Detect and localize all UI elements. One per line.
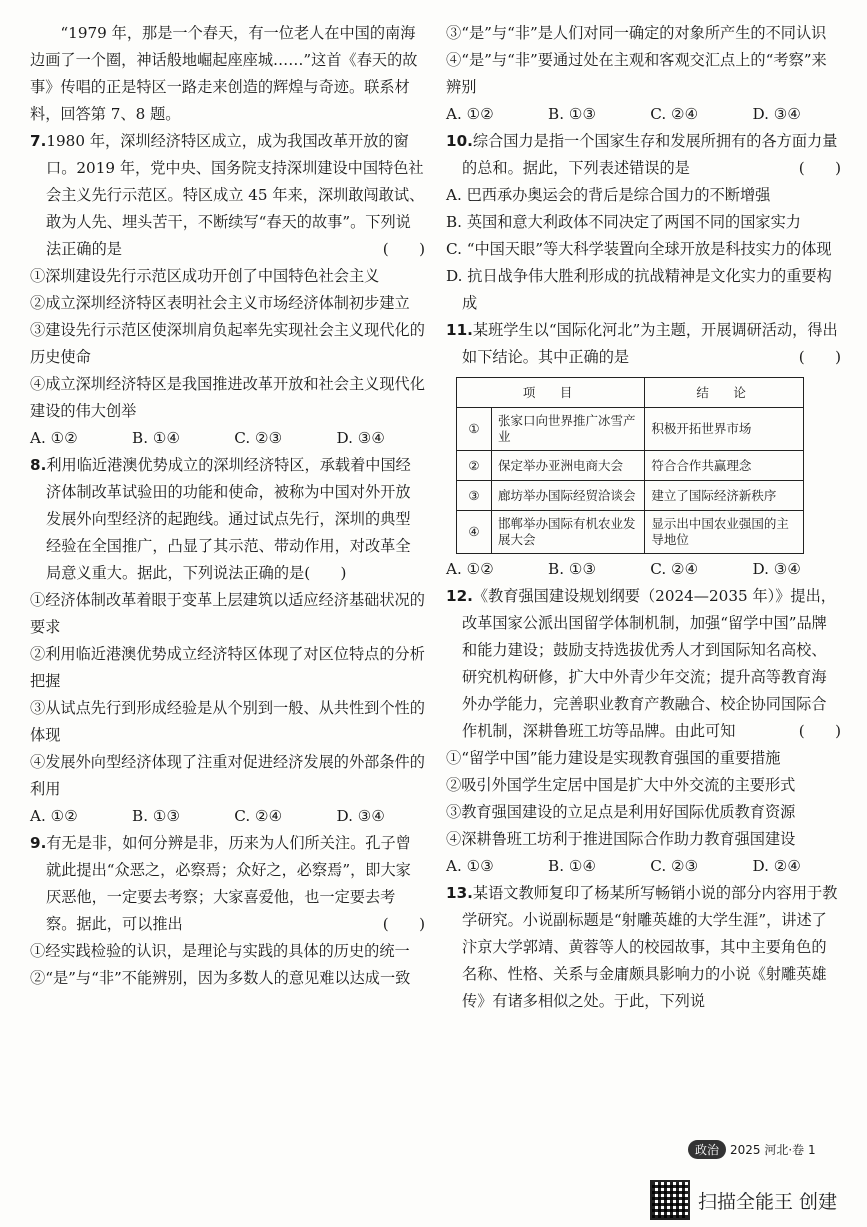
option-d: D. ③④ bbox=[336, 429, 385, 447]
table-row bbox=[457, 451, 804, 481]
option-a: A. 巴西承办奥运会的背后是综合国力的不断增强 bbox=[446, 186, 771, 204]
right-column bbox=[446, 20, 841, 1015]
question-stem: 《教育强国建设规划纲要（2024—2035 年）》提出，改革国家公派出国留学体制机制，加强“留学中国”品牌和能力建设；鼓励支持选拔优秀人才到国际知名高校、研究机构研修，扩大中外青少年交流；提升高等教育海外办学能力，完善职业教育产教融合、校企协同国际合作机制，深耕鲁班工坊等品牌。由此可知 bbox=[462, 587, 836, 740]
option-a: A. ①② bbox=[30, 429, 78, 447]
answer-options bbox=[446, 556, 841, 583]
question-number: 11. bbox=[446, 321, 473, 339]
question-stem: 有无是非，如何分辨是非，历来为人们所关注。孔子曾就此提出“众恶之，必察焉；众好之，必察焉”，即大家厌恶他，一定要去考察；大家喜爱他，也一定要去考察。据此，可以推出 bbox=[46, 834, 411, 933]
table-cell: ④ bbox=[457, 511, 492, 554]
statement: ③建设先行示范区使深圳肩负起率先实现社会主义现代化的历史使命 bbox=[30, 321, 425, 366]
table-cell: ① bbox=[457, 408, 492, 451]
option-d: D. ③④ bbox=[752, 105, 801, 123]
table-cell: 邯郸举办国际有机农业发展大会 bbox=[492, 511, 645, 554]
option-a: A. ①② bbox=[446, 105, 494, 123]
option-d: D. 抗日战争伟大胜利形成的抗战精神是文化实力的重要构成 bbox=[446, 267, 832, 312]
table-cell: 建立了国际经济新秩序 bbox=[645, 481, 804, 511]
question-number: 9. bbox=[30, 834, 47, 852]
statement: ②“是”与“非”不能辨别，因为多数人的意见难以达成一致 bbox=[30, 969, 411, 987]
answer-options bbox=[446, 101, 841, 128]
answer-bracket: ( ) bbox=[798, 348, 841, 366]
answer-bracket: ( ) bbox=[304, 564, 347, 582]
option-c: C. ②④ bbox=[650, 105, 699, 123]
statement: ②成立深圳经济特区表明社会主义市场经济体制初步建立 bbox=[30, 294, 410, 312]
option-b: B. ①③ bbox=[548, 105, 597, 123]
table-cell: 保定举办亚洲电商大会 bbox=[492, 451, 645, 481]
question-number: 12. bbox=[446, 587, 473, 605]
question-number: 8. bbox=[30, 456, 47, 474]
scanner-text: 扫描全能王 创建 bbox=[698, 1190, 838, 1213]
table-cell: 张家口向世界推广冰雪产业 bbox=[492, 408, 645, 451]
question-7 bbox=[30, 128, 425, 452]
question-12 bbox=[446, 583, 841, 880]
table-cell: 廊坊举办国际经贸洽谈会 bbox=[492, 481, 645, 511]
table-row bbox=[457, 481, 804, 511]
question-stem: 利用临近港澳优势成立的深圳经济特区，承载着中国经济体制改革试验田的功能和使命，被称为中国对外开放发展外向型经济的起跑线。通过试点先行，深圳的典型经验在全国推广，凸显了其示范、带动作用，对改革全局意义重大。据此，下列说法正确的是 bbox=[46, 456, 411, 582]
answer-bracket: ( ) bbox=[382, 915, 425, 933]
question-stem: 某语文教师复印了杨某所写畅销小说的部分内容用于教学研究。小说副标题是“射雕英雄的大学生涯”，讲述了汴京大学郭靖、黄蓉等人的校园故事，其中主要角色的名称、性格、关系与金庸颇具影响力的小说《射雕英雄传》有诸多相似之处。于此，下列说 bbox=[462, 884, 838, 1010]
table-cell: 积极开拓世界市场 bbox=[645, 408, 804, 451]
option-c: C. ②④ bbox=[650, 560, 699, 578]
table-cell: ② bbox=[457, 451, 492, 481]
statement: ④“是”与“非”要通过处在主观和客观交汇点上的“考察”来辨别 bbox=[446, 51, 827, 96]
statement: ③从试点先行到形成经验是从个别到一般、从共性到个性的体现 bbox=[30, 699, 425, 744]
question-stem: 某班学生以“国际化河北”为主题，开展调研活动，得出如下结论。其中正确的是 bbox=[462, 321, 838, 366]
option-d: D. ②④ bbox=[752, 857, 801, 875]
statement: ②吸引外国学生定居中国是扩大中外交流的主要形式 bbox=[446, 776, 796, 794]
table-row bbox=[457, 511, 804, 554]
statement: ④深耕鲁班工坊利于推进国际合作助力教育强国建设 bbox=[446, 830, 796, 848]
exam-label: 2025 河北·卷 1 bbox=[730, 1143, 816, 1157]
table-cell: 显示出中国农业强国的主导地位 bbox=[645, 511, 804, 554]
statement: ①深圳建设先行示范区成功开创了中国特色社会主义 bbox=[30, 267, 380, 285]
subject-badge: 政治 bbox=[688, 1140, 726, 1159]
statement: ①经济体制改革着眼于变革上层建筑以适应经济基础状况的要求 bbox=[30, 591, 425, 636]
option-a: A. ①③ bbox=[446, 857, 494, 875]
statement: ②利用临近港澳优势成立经济特区体现了对区位特点的分析把握 bbox=[30, 645, 425, 690]
page-footer bbox=[688, 1140, 816, 1159]
answer-options bbox=[446, 853, 841, 880]
question-stem: 1980 年，深圳经济特区成立，成为我国改革开放的窗口。2019 年，党中央、国务院支持深圳建设中国特色社会主义先行示范区。特区成立 45 年来，深圳敢闯敢试、敢为人先、埋头苦干，不断续写“春天的故事”。下列说法正确的是 bbox=[46, 132, 425, 258]
question-number: 7. bbox=[30, 132, 47, 150]
option-b: B. ①④ bbox=[132, 429, 181, 447]
option-b: B. ①③ bbox=[132, 807, 181, 825]
question-number: 10. bbox=[446, 132, 473, 150]
question-9 bbox=[30, 830, 425, 992]
survey-table bbox=[456, 377, 804, 554]
statement: ③教育强国建设的立足点是利用好国际优质教育资源 bbox=[446, 803, 796, 821]
table-cell: ③ bbox=[457, 481, 492, 511]
option-d: D. ③④ bbox=[336, 807, 385, 825]
option-a: A. ①② bbox=[30, 807, 78, 825]
statement: ①“留学中国”能力建设是实现教育强国的重要措施 bbox=[446, 749, 781, 767]
scanner-watermark bbox=[650, 1180, 837, 1220]
question-13 bbox=[446, 880, 841, 1015]
answer-bracket: ( ) bbox=[382, 240, 425, 258]
option-c: C. ②③ bbox=[234, 429, 283, 447]
answer-options bbox=[30, 425, 425, 452]
option-c: C. “中国天眼”等大科学装置向全球开放是科技实力的体现 bbox=[446, 240, 832, 258]
question-8 bbox=[30, 452, 425, 830]
option-b: B. ①③ bbox=[548, 560, 597, 578]
statement: ④发展外向型经济体现了注重对促进经济发展的外部条件的利用 bbox=[30, 753, 425, 798]
option-b: B. 英国和意大利政体不同决定了两国不同的国家实力 bbox=[446, 213, 801, 231]
option-b: B. ①④ bbox=[548, 857, 597, 875]
option-c: C. ②③ bbox=[650, 857, 699, 875]
option-d: D. ③④ bbox=[752, 560, 801, 578]
statement: ①经实践检验的认识，是理论与实践的具体的历史的统一 bbox=[30, 942, 410, 960]
table-cell: 符合合作共赢理念 bbox=[645, 451, 804, 481]
answer-bracket: ( ) bbox=[798, 159, 841, 177]
left-column bbox=[30, 20, 425, 992]
table-header: 项 目 bbox=[457, 378, 645, 408]
answer-bracket: ( ) bbox=[798, 722, 841, 740]
qr-code-icon bbox=[650, 1180, 690, 1220]
question-11 bbox=[446, 317, 841, 583]
statement: ④成立深圳经济特区是我国推进改革开放和社会主义现代化建设的伟大创举 bbox=[30, 375, 425, 420]
table-header-row bbox=[457, 378, 804, 408]
question-10 bbox=[446, 128, 841, 317]
intro-paragraph: “1979 年，那是一个春天，有一位老人在中国的南海边画了一个圈，神话般地崛起座座城……”这首《春天的故事》传唱的正是特区一路走来创造的辉煌与奇迹。联系材料，回答第 7、8 题。 bbox=[30, 24, 418, 123]
option-c: C. ②④ bbox=[234, 807, 283, 825]
statement: ③“是”与“非”是人们对同一确定的对象所产生的不同认识 bbox=[446, 24, 827, 42]
table-header: 结 论 bbox=[645, 378, 804, 408]
table-row bbox=[457, 408, 804, 451]
option-a: A. ①② bbox=[446, 560, 494, 578]
question-number: 13. bbox=[446, 884, 473, 902]
answer-options bbox=[30, 803, 425, 830]
question-stem: 综合国力是指一个国家生存和发展所拥有的各方面力量的总和。据此，下列表述错误的是 bbox=[462, 132, 838, 177]
